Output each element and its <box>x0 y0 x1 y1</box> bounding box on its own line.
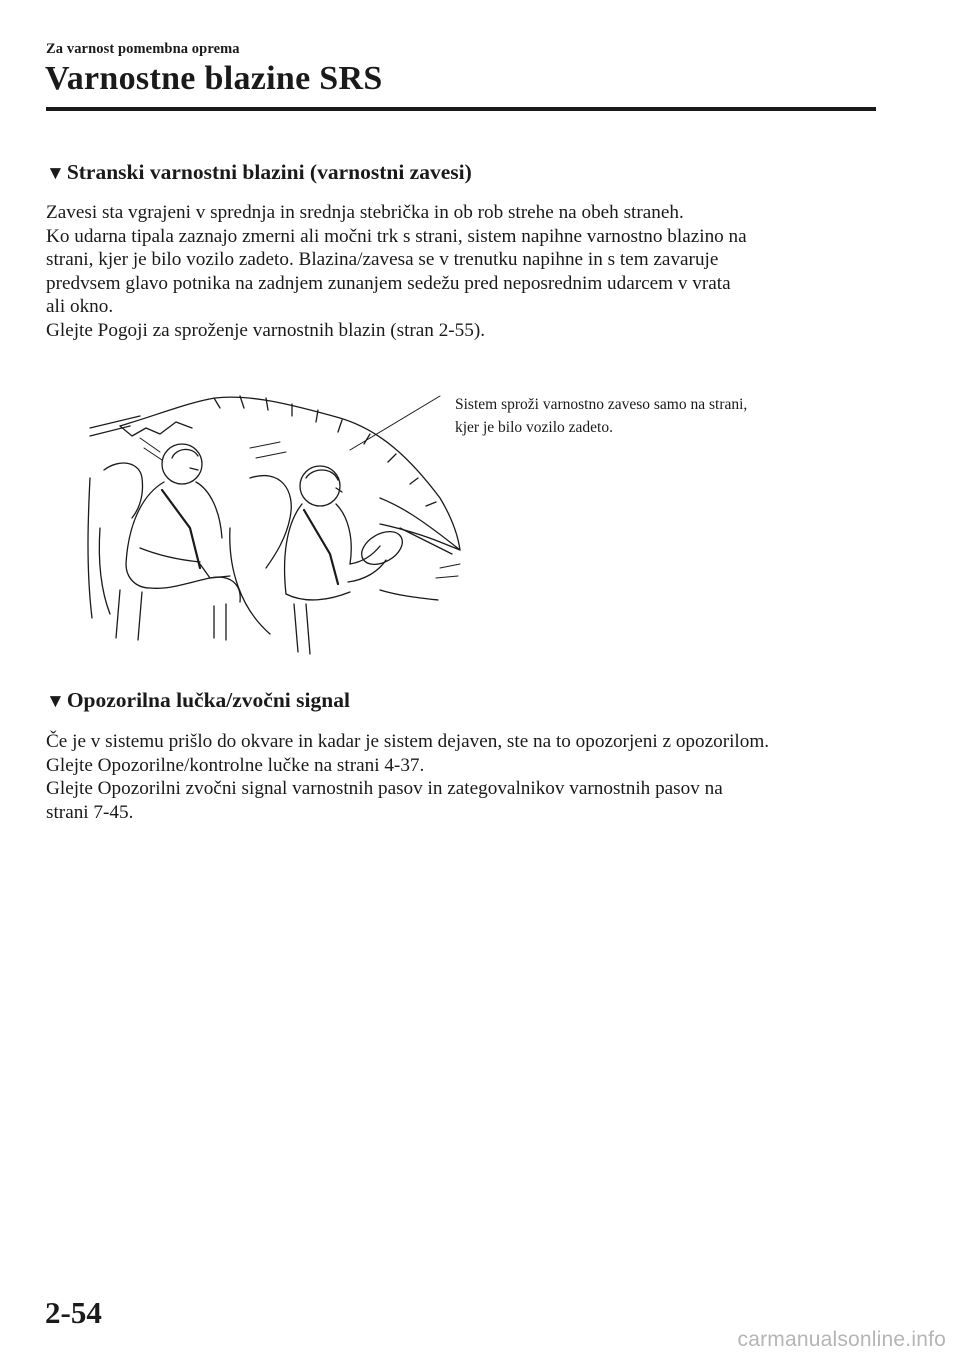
triangle-marker-icon: ▼ <box>46 690 65 712</box>
paragraph-line: ali okno. <box>46 296 114 317</box>
section-heading-warning-light <box>46 688 350 713</box>
triangle-marker-icon: ▼ <box>46 162 65 184</box>
title-rule <box>46 107 876 111</box>
paragraph-warning-light <box>46 730 906 824</box>
callout-line: Sistem sproži varnostno zaveso samo na strani, <box>455 396 748 413</box>
paragraph-line: strani, kjer je bilo vozilo zadeto. Blazina/zavesa se v trenutku napihne in s tem zavaruje <box>46 249 719 270</box>
paragraph-line: Zavesi sta vgrajeni v sprednja in srednja stebrička in ob rob strehe na obeh straneh. <box>46 202 684 223</box>
section-label: Za varnost pomembna oprema <box>46 41 240 57</box>
page-number: 2-54 <box>45 1295 102 1330</box>
paragraph-line: Glejte Opozorilni zvočni signal varnostnih pasov in zategovalnikov varnostnih pasov na <box>46 778 723 799</box>
paragraph-line: strani 7-45. <box>46 801 134 823</box>
paragraph-line: predvsem glavo potnika na zadnjem zunanjem sedežu pred neposrednim udarcem v vrata <box>46 272 731 294</box>
section-heading-text: Stranski varnostni blazini (varnostni zavesi) <box>66 160 472 184</box>
paragraph-line: Če je v sistemu prišlo do okvare in kadar je sistem dejaven, ste na to opozorjeni z opozorilom. <box>46 731 770 752</box>
section-heading-curtain-airbags <box>46 160 472 185</box>
watermark: carmanualsonline.info <box>737 1328 946 1351</box>
callout-line: kjer je bilo vozilo zadeto. <box>455 419 613 436</box>
paragraph-line: Glejte Pogoji za sproženje varnostnih blazin (stran 2-55). <box>46 319 486 341</box>
section-heading-text: Opozorilna lučka/zvočni signal <box>66 688 350 712</box>
paragraph-curtain-airbags <box>46 201 906 342</box>
paragraph-line: Glejte Opozorilne/kontrolne lučke na strani 4-37. <box>46 754 425 776</box>
curtain-airbag-illustration <box>80 378 480 662</box>
figure-callout <box>455 393 875 439</box>
page-title: Varnostne blazine SRS <box>45 60 383 97</box>
paragraph-line: Ko udarna tipala zaznajo zmerni ali močni trk s strani, sistem napihne varnostno blazino na <box>46 225 747 247</box>
